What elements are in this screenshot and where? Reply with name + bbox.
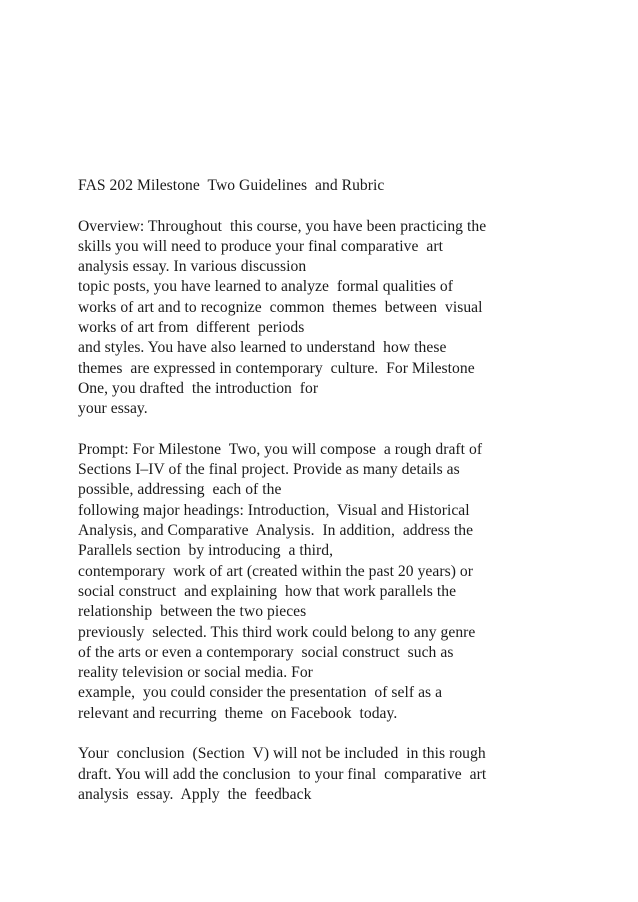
paragraph-line: example, you could consider the presentation of self as a [78,684,443,702]
paragraph-line: skills you will need to produce your final comparative art [78,237,443,255]
paragraph-line: Parallels section by introducing a third, [78,542,334,560]
paragraph-line: social construct and explaining how that work parallels the [78,582,457,600]
overview-paragraph [78,217,618,420]
paragraph-line: analysis essay. Apply the feedback [78,785,312,803]
paragraph-line: and styles. You have also learned to understand how these [78,339,447,357]
paragraph-line: following major headings: Introduction, Visual and Historical [78,501,470,519]
paragraph-line: Analysis, and Comparative Analysis. In addition, address the [78,522,474,540]
document-body [78,176,618,805]
paragraph-line: contemporary work of art (created within the past 20 years) or [78,562,474,580]
paragraph-line: relevant and recurring theme on Facebook today. [78,704,398,722]
paragraph-line: reality television or social media. For [78,664,313,682]
paragraph-line: Your conclusion (Section V) will not be included in this rough [78,745,486,763]
conclusion-paragraph [78,744,618,805]
document-title: FAS 202 Milestone Two Guidelines and Rubric [78,177,385,194]
paragraph-line: of the arts or even a contemporary social construct such as [78,643,454,661]
paragraph-line: works of art and to recognize common themes between visual [78,298,483,316]
paragraph-line: topic posts, you have learned to analyze formal qualities of [78,278,454,296]
paragraph-line: possible, addressing each of the [78,481,282,499]
paragraph-line: previously selected. This third work could belong to any genre [78,623,476,641]
paragraph-line: your essay. [78,400,148,418]
paragraph-line: draft. You will add the conclusion to your final comparative art [78,765,487,783]
paragraph-line: analysis essay. In various discussion [78,258,307,276]
paragraph-line: Sections I–IV of the final project. Provide as many details as [78,461,460,479]
paragraph-line: Prompt: For Milestone Two, you will compose a rough draft of [78,440,483,458]
paragraph-line: One, you drafted the introduction for [78,379,319,397]
paragraph-line: relationship between the two pieces [78,603,307,621]
paragraph-line: Overview: Throughout this course, you have been practicing the [78,217,487,235]
paragraph-spacer [78,196,618,216]
paragraph-line: themes are expressed in contemporary culture. For Milestone [78,359,475,377]
prompt-paragraph [78,440,618,724]
paragraph-spacer [78,420,618,440]
paragraph-spacer [78,724,618,744]
paragraph-line: works of art from different periods [78,319,305,337]
